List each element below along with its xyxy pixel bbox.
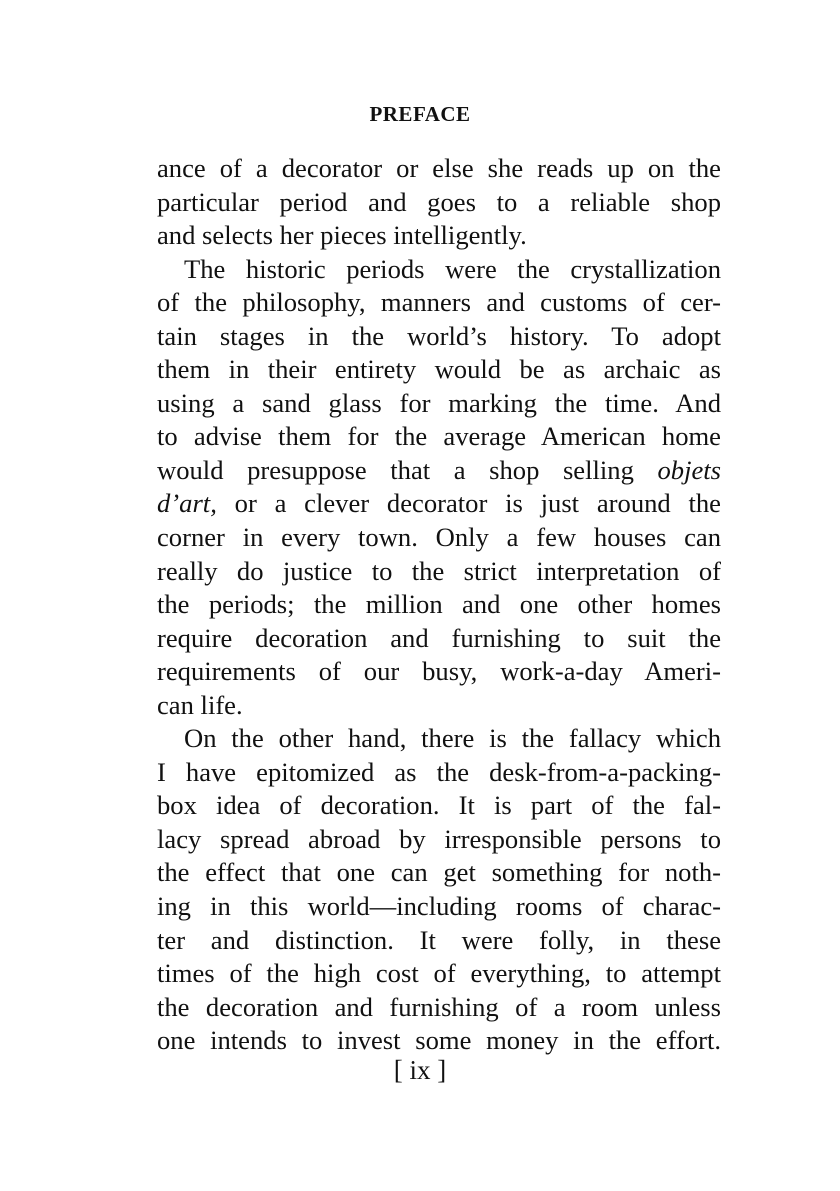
text-line: the periods; the million and one other homes: [157, 589, 721, 620]
text-line: box idea of decoration. It is part of the fal-: [157, 790, 721, 821]
text-line: particular period and goes to a reliable shop: [157, 186, 721, 217]
page-number: [ ix ]: [393, 1055, 447, 1085]
text-line: lacy spread abroad by irresponsible persons to: [157, 823, 721, 854]
text-line: to advise them for the average American home: [157, 421, 721, 452]
text-line: I have epitomized as the desk-from-a-packing-: [157, 756, 721, 787]
text-line-with-italic: [157, 487, 721, 521]
italic-phrase: objets: [657, 454, 721, 485]
text-line: require decoration and furnishing to suit the: [157, 622, 721, 653]
text-line: one intends to invest some money in the effort.: [157, 1025, 721, 1056]
text-line: ance of a decorator or else she reads up on the: [157, 153, 721, 183]
text-line: the decoration and furnishing of a room unless: [157, 991, 721, 1022]
text-line: and selects her pieces intelligently.: [157, 220, 527, 251]
body-text: [157, 152, 721, 1058]
running-header: PREFACE: [369, 102, 471, 126]
text-line: of the philosophy, manners and customs of cer-: [157, 287, 721, 318]
text-line: requirements of our busy, work-a-day Ameri-: [157, 656, 721, 687]
italic-phrase: d’art,: [157, 488, 217, 519]
text-line: ter and distinction. It were folly, in these: [157, 924, 721, 955]
text-line: ing in this world—including rooms of charac-: [157, 891, 721, 922]
text-line: using a sand glass for marking the time. And: [157, 387, 721, 418]
paragraph-start-line: The historic periods were the crystallization: [184, 253, 721, 284]
paragraph-start-line: On the other hand, there is the fallacy which: [184, 723, 721, 754]
text-line: corner in every town. Only a few houses can: [157, 522, 721, 553]
text-segment: or a clever decorator is just around the: [234, 488, 721, 519]
text-line: them in their entirety would be as archaic as: [157, 354, 721, 385]
text-line: times of the high cost of everything, to attempt: [157, 958, 721, 989]
text-line: the effect that one can get something for noth-: [157, 857, 721, 888]
text-line: tain stages in the world’s history. To adopt: [157, 320, 721, 351]
text-line-with-italic: [157, 454, 721, 488]
text-line: can life.: [157, 689, 243, 720]
text-line: really do justice to the strict interpretation of: [157, 555, 721, 586]
text-segment: would presuppose that a shop selling: [157, 454, 634, 485]
